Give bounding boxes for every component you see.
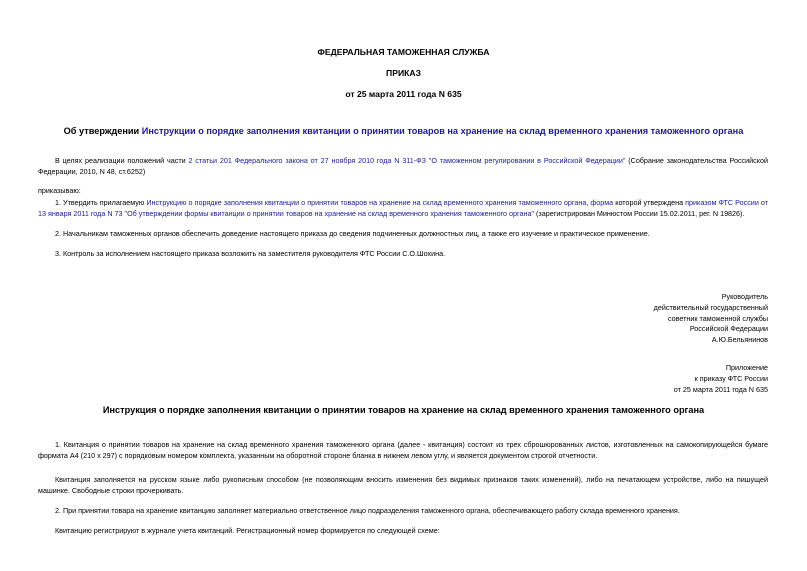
appendix-line-2: к приказу ФТС России — [694, 373, 768, 383]
form-link[interactable]: форма — [590, 198, 614, 207]
agency-heading: ФЕДЕРАЛЬНАЯ ТАМОЖЕННАЯ СЛУЖБА — [317, 47, 490, 57]
appendix-block — [674, 363, 768, 395]
instruction-paragraph-4: Квитанцию регистрируют в журнале учета квитанций. Регистрационный номер формируется по следующей схеме: — [55, 526, 440, 535]
instruction-link[interactable]: Инструкцию о порядке заполнения квитанции о принятии товаров на хранение на склад временного хранения таможенного органа — [146, 198, 587, 207]
document-title — [0, 126, 807, 136]
preamble-text-1: В целях реализации положений части — [55, 156, 189, 165]
instruction-paragraph-2: Квитанция заполняется на русском языке либо рукописным способом (не позволяющим вносить изменения без видимых признаков таких изменений), либо на печатающем устройстве, либо на пишущей машинке. Свободные строки прочеркивать. — [38, 475, 768, 495]
item-1-paragraph — [38, 198, 768, 219]
signature-name: А.Ю.Бельянинов — [711, 335, 768, 345]
preamble-paragraph — [38, 156, 768, 177]
appendix-line-3: от 25 марта 2011 года N 635 — [673, 384, 768, 394]
item-2-paragraph: 2. Начальникам таможенных органов обеспечить доведение настоящего приказа до сведения подчиненных должностных лиц, а также его изучение и практическое применение. — [55, 229, 650, 238]
instruction-paragraph-1: 1. Квитанция о принятии товаров на хранение на склад временного хранения таможенного органа (далее - квитанция) состоит из трех сброшюрованных листов, изготовленных на самокопирующейся бумаге формата А4 (210 х 297) с порядковым номером комплекта, указанным на оборотной стороне бланка в нижнем левом углу, и является документом строгой отчетности. — [38, 440, 768, 460]
instruction-paragraph-3: 2. При принятии товара на хранение квитанцию заполняет материально ответственное лицо подразделения таможенного органа, обеспечивающего работу склада временного хранения. — [55, 506, 680, 515]
item-1-text-1: 1. Утвердить прилагаемую — [55, 198, 147, 207]
order-word: приказываю: — [38, 186, 81, 195]
fts-order-link[interactable]: приказом ФТС России от 13 января 2011 года N 73 "Об утверждении формы квитанции о принятии товаров на хранение на склад временного хранения таможенного органа" — [38, 198, 768, 218]
order-heading: ПРИКАЗ — [386, 68, 421, 78]
signature-block — [654, 292, 768, 346]
appendix-line-1: Приложение — [725, 363, 768, 372]
signature-line-2: действительный государственный — [653, 302, 768, 312]
federal-law-link[interactable]: 2 статьи 201 Федерального закона от 27 ноября 2010 года N 311-ФЗ "О таможенном регулировании в Российской Федерации" — [188, 156, 626, 165]
order-date: от 25 марта 2011 года N 635 — [345, 89, 462, 99]
item-1-text-4: (зарегистрирован Минюстом России 15.02.2011, рег. N 19826). — [534, 208, 745, 218]
item-1-text-3: которой утверждена — [613, 198, 686, 207]
signature-line-4: Российской Федерации — [689, 324, 768, 334]
title-instruction-link[interactable]: Инструкции о порядке заполнения квитанции о принятии товаров на хранение на склад временного хранения таможенного органа — [141, 126, 744, 136]
signature-line-1: Руководитель — [721, 292, 768, 301]
preamble-text-2: (Собрание законодательства Российской Федерации, 2010, N 48, ст.6252) — [38, 156, 768, 176]
signature-line-3: советник таможенной службы — [667, 313, 768, 323]
instruction-title: Инструкция о порядке заполнения квитанции о принятии товаров на хранение на склад временного хранения таможенного органа — [102, 405, 705, 415]
title-prefix: Об утверждении — [63, 126, 142, 136]
item-3-paragraph: 3. Контроль за исполнением настоящего приказа возложить на заместителя руководителя ФТС России С.О.Шохина. — [55, 249, 446, 258]
item-1-text-2: , — [586, 198, 591, 207]
